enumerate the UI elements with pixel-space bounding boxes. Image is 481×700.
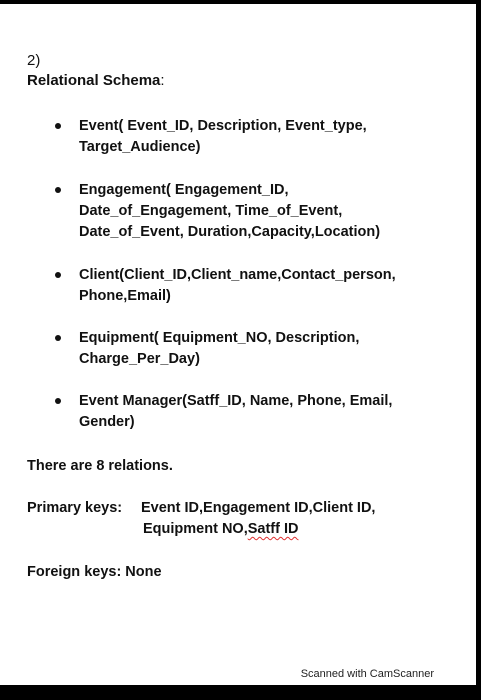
section-heading-text: Relational Schema [27,72,161,89]
relation-line: Charge_Per_Day) [79,351,200,367]
scanner-watermark: Scanned with CamScanner [300,668,434,680]
relation-equipment [55,328,455,370]
foreign-keys: Foreign keys: None [27,564,162,580]
relation-count: There are 8 relations. [27,458,173,474]
bullet-icon [55,398,61,404]
bullet-icon [55,187,61,193]
primary-keys-values [141,498,375,540]
bullet-icon [55,335,61,341]
relation-line: Date_of_Event, Duration,Capacity,Location) [79,224,381,240]
primary-keys-line1: Event ID,Engagement ID,Client ID, [141,500,376,516]
relation-line: Engagement( Engagement_ID, [79,182,289,198]
relation-engagement [55,180,455,243]
relation-client [55,265,455,307]
scanned-page [0,4,476,685]
relation-event [55,116,455,158]
primary-keys-line2 [143,519,375,540]
bullet-icon [55,272,61,278]
section-heading [27,72,165,89]
primary-keys-line2-text: Equipment NO, [143,521,248,537]
relation-line: Event( Event_ID, Description, Event_type, [79,118,367,134]
primary-keys-label: Primary keys: [27,500,123,516]
spellcheck-flagged-word: Satff ID [247,521,299,537]
section-heading-colon: : [160,72,165,89]
relation-line: Gender) [79,414,135,430]
bullet-icon [55,123,61,129]
relation-line: Target_Audience) [79,139,201,155]
relation-line: Event Manager(Satff_ID, Name, Phone, Email, [79,393,393,409]
bottom-frame-bar [0,685,481,700]
relation-line: Equipment( Equipment_NO, Description, [79,330,360,346]
relation-event-manager [55,391,455,433]
question-number: 2) [27,52,41,69]
relation-line: Phone,Email) [79,288,171,304]
relation-line: Date_of_Engagement, Time_of_Event, [79,203,343,219]
relation-line: Client(Client_ID,Client_name,Contact_person, [79,267,396,283]
